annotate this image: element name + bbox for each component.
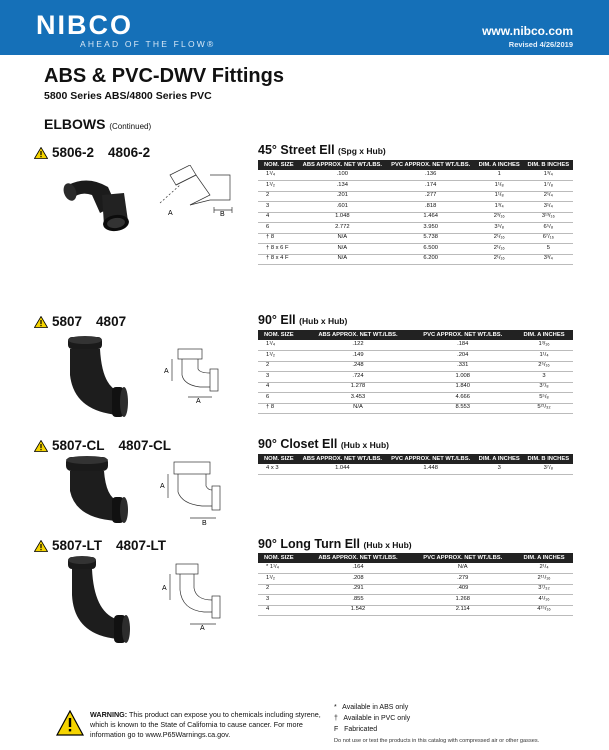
table-cell: * 1¹/₄ bbox=[258, 563, 306, 574]
table-cell: N/A bbox=[306, 403, 411, 414]
revised-date: Revised 4/26/2019 bbox=[508, 40, 573, 49]
table-cell: 6.500 bbox=[387, 244, 475, 255]
column-header: NOM. SIZE bbox=[258, 454, 298, 464]
table-cell: 3 bbox=[475, 464, 524, 475]
table-cell: 1.268 bbox=[410, 595, 515, 606]
warning-icon bbox=[34, 147, 48, 159]
column-header: DIM. B INCHES bbox=[524, 454, 573, 464]
table-cell: 1¹/₄ bbox=[258, 170, 298, 181]
column-header: PVC APPROX. NET WT./LBS. bbox=[410, 553, 515, 563]
45-street-ell-photo bbox=[58, 165, 138, 235]
table-cell: .277 bbox=[387, 191, 475, 202]
part-label-5807-cl: 5807-CL 4807-CL bbox=[34, 438, 171, 453]
table-row bbox=[258, 223, 573, 234]
table-cell: N/A bbox=[410, 563, 515, 574]
table-cell: 3¹³/₁₆ bbox=[524, 212, 573, 223]
table-row bbox=[258, 233, 573, 244]
part-label-5806: 5806-2 4806-2 bbox=[34, 145, 150, 160]
svg-text:A: A bbox=[168, 210, 173, 217]
table-cell: 4 bbox=[258, 605, 306, 616]
table-cell: 3³/₄ bbox=[524, 254, 573, 265]
table-cell: 2¹/₄ bbox=[515, 563, 573, 574]
table-cell: 1⁷/₈ bbox=[524, 181, 573, 192]
column-header: ABS APPROX. NET WT./LBS. bbox=[306, 330, 411, 340]
table-cell: 3 bbox=[258, 595, 306, 606]
table-cell: 1¹/₄ bbox=[515, 351, 573, 362]
warning-icon bbox=[56, 710, 84, 736]
table-cell: 1.044 bbox=[298, 464, 387, 475]
table-cell: 1¹/₈ bbox=[475, 191, 524, 202]
90-ell-photo bbox=[60, 335, 130, 420]
closet-ell-drawing bbox=[160, 458, 230, 528]
closet-ell-photo bbox=[60, 455, 130, 525]
table-cell: 2¹/₄ bbox=[524, 191, 573, 202]
table-row bbox=[258, 244, 573, 255]
table-cell: 2⁵/₁₆ bbox=[515, 361, 573, 372]
footnote: † Available in PVC only bbox=[334, 715, 411, 722]
table-cell: † 8 x 4 F bbox=[258, 254, 298, 265]
table-row bbox=[258, 595, 573, 606]
table-row bbox=[258, 181, 573, 192]
table-cell: .724 bbox=[306, 372, 411, 383]
warning-text: WARNING: This product can expose you to chemicals including styrene, which is known to the State of California to cause cancer. For more information go to www.P65Warnings.ca.gov. bbox=[90, 710, 321, 739]
fitting-title: 90° Long Turn Ell (Hub x Hub) bbox=[258, 537, 412, 551]
table-row bbox=[258, 574, 573, 585]
long-turn-ell-drawing bbox=[160, 560, 230, 630]
table-cell: 3¹/₄ bbox=[524, 202, 573, 213]
table-cell: 5²¹/₃₂ bbox=[515, 403, 573, 414]
column-header: NOM. SIZE bbox=[258, 160, 298, 170]
table-cell: 1¹/₂ bbox=[258, 574, 306, 585]
table-row bbox=[258, 403, 573, 414]
table-cell: 1.048 bbox=[298, 212, 387, 223]
table-cell: .100 bbox=[298, 170, 387, 181]
fitting-title: 90° Closet Ell (Hub x Hub) bbox=[258, 437, 389, 451]
nibco-logo: NIBCO bbox=[36, 10, 133, 40]
table-cell: .184 bbox=[410, 340, 515, 351]
table-cell: 3 bbox=[258, 202, 298, 213]
table-header-row bbox=[258, 330, 573, 340]
svg-text:A: A bbox=[200, 625, 205, 630]
spec-table-45-street-ell bbox=[258, 160, 573, 265]
table-row bbox=[258, 464, 573, 475]
svg-text:A: A bbox=[196, 398, 201, 405]
spec-table-90-ell bbox=[258, 330, 573, 414]
table-cell: .291 bbox=[306, 584, 411, 595]
table-cell: 1¹/₂ bbox=[258, 351, 306, 362]
table-cell: .855 bbox=[306, 595, 411, 606]
table-cell: † 8 bbox=[258, 403, 306, 414]
column-header: PVC APPROX. NET WT./LBS. bbox=[410, 330, 515, 340]
table-cell: .134 bbox=[298, 181, 387, 192]
table-cell: † 8 x 6 F bbox=[258, 244, 298, 255]
table-cell: 3⁷/₈ bbox=[524, 464, 573, 475]
table-row bbox=[258, 393, 573, 404]
table-cell: 6 bbox=[258, 393, 306, 404]
table-cell: .174 bbox=[387, 181, 475, 192]
table-cell: 3⁷/₈ bbox=[515, 382, 573, 393]
table-cell: 3.453 bbox=[306, 393, 411, 404]
table-cell: .136 bbox=[387, 170, 475, 181]
column-header: ABS APPROX. NET WT./LBS. bbox=[306, 553, 411, 563]
table-cell: .204 bbox=[410, 351, 515, 362]
table-cell: 5⁵/₈ bbox=[515, 393, 573, 404]
table-row bbox=[258, 254, 573, 265]
table-cell: 1¹/₂ bbox=[258, 181, 298, 192]
prop65-warning bbox=[56, 710, 326, 740]
table-row bbox=[258, 202, 573, 213]
table-cell: 2¹¹/₁₆ bbox=[515, 574, 573, 585]
section-title: ELBOWS (Continued) bbox=[44, 116, 152, 132]
column-header: ABS APPROX. NET WT./LBS. bbox=[298, 454, 387, 464]
table-cell: 1³/₁₆ bbox=[515, 340, 573, 351]
table-cell: 3 bbox=[515, 372, 573, 383]
table-row bbox=[258, 191, 573, 202]
table-cell: .208 bbox=[306, 574, 411, 585]
table-cell: 2.114 bbox=[410, 605, 515, 616]
table-cell: 4¹⁵/₁₆ bbox=[515, 605, 573, 616]
table-cell: 3 bbox=[258, 372, 306, 383]
table-cell: 5 bbox=[524, 244, 573, 255]
table-cell: .122 bbox=[306, 340, 411, 351]
90-ell-drawing bbox=[160, 345, 230, 405]
column-header: DIM. A INCHES bbox=[475, 454, 524, 464]
table-cell: 2¹/₁₆ bbox=[475, 254, 524, 265]
svg-text:A: A bbox=[162, 585, 167, 592]
table-cell: .818 bbox=[387, 202, 475, 213]
table-cell: 6⁵/₈ bbox=[524, 223, 573, 234]
table-row bbox=[258, 170, 573, 181]
part-label-5807: 5807 4807 bbox=[34, 314, 126, 329]
table-cell: 6⁷/₁₆ bbox=[524, 233, 573, 244]
table-cell: N/A bbox=[298, 254, 387, 265]
part-label-5807-lt: 5807-LT 4807-LT bbox=[34, 538, 166, 553]
website-link[interactable]: www.nibco.com bbox=[482, 24, 573, 38]
table-cell: 2 bbox=[258, 584, 306, 595]
table-cell: .409 bbox=[410, 584, 515, 595]
column-header: NOM. SIZE bbox=[258, 330, 306, 340]
tagline: AHEAD OF THE FLOW® bbox=[80, 39, 216, 49]
table-row bbox=[258, 361, 573, 372]
table-cell: .149 bbox=[306, 351, 411, 362]
table-cell: 1¹/₈ bbox=[475, 181, 524, 192]
column-header: DIM. A INCHES bbox=[475, 160, 524, 170]
column-header: ABS APPROX. NET WT./LBS. bbox=[298, 160, 387, 170]
svg-text:B: B bbox=[202, 520, 207, 527]
table-cell: 2³/₁₆ bbox=[475, 212, 524, 223]
table-row bbox=[258, 372, 573, 383]
table-cell: 3.950 bbox=[387, 223, 475, 234]
table-cell: .248 bbox=[306, 361, 411, 372]
table-cell: 4 x 3 bbox=[258, 464, 298, 475]
page-subtitle: 5800 Series ABS/4800 Series PVC bbox=[44, 90, 212, 102]
table-cell: 1.008 bbox=[410, 372, 515, 383]
table-cell: 2 bbox=[258, 361, 306, 372]
table-row bbox=[258, 212, 573, 223]
table-cell: N/A bbox=[298, 244, 387, 255]
table-cell: 1³/₄ bbox=[524, 170, 573, 181]
footnote: F Fabricated bbox=[334, 726, 378, 733]
table-row bbox=[258, 351, 573, 362]
svg-text:A: A bbox=[160, 483, 165, 490]
footnotes bbox=[334, 702, 410, 735]
column-header: PVC APPROX. NET WT./LBS. bbox=[387, 160, 475, 170]
table-cell: 4¹/₁₆ bbox=[515, 595, 573, 606]
warning-icon bbox=[34, 316, 48, 328]
fitting-title: 90° Ell (Hub x Hub) bbox=[258, 313, 348, 327]
spec-table-long-turn-ell bbox=[258, 553, 573, 616]
spec-table-closet-ell bbox=[258, 454, 573, 475]
page-header bbox=[0, 0, 609, 55]
table-cell: .331 bbox=[410, 361, 515, 372]
table-cell: 2.772 bbox=[298, 223, 387, 234]
column-header: DIM. A INCHES bbox=[515, 553, 573, 563]
footnote: * Available in ABS only bbox=[334, 704, 409, 711]
svg-text:A: A bbox=[164, 368, 169, 375]
table-row bbox=[258, 605, 573, 616]
table-cell: 4.666 bbox=[410, 393, 515, 404]
table-row bbox=[258, 584, 573, 595]
table-header-row bbox=[258, 553, 573, 563]
table-cell: 2¹/₁₆ bbox=[475, 244, 524, 255]
table-cell: 1³/₄ bbox=[475, 202, 524, 213]
table-cell: N/A bbox=[298, 233, 387, 244]
table-cell: 5.738 bbox=[387, 233, 475, 244]
table-row bbox=[258, 382, 573, 393]
table-cell: 1.448 bbox=[387, 464, 475, 475]
table-cell: .279 bbox=[410, 574, 515, 585]
table-cell: 1.278 bbox=[306, 382, 411, 393]
table-header-row bbox=[258, 160, 573, 170]
table-cell: 3⁷/₃₂ bbox=[515, 584, 573, 595]
warning-icon bbox=[34, 440, 48, 452]
table-cell: 2 bbox=[258, 191, 298, 202]
svg-text:B: B bbox=[220, 211, 225, 218]
fitting-title: 45° Street Ell (Spg x Hub) bbox=[258, 143, 386, 157]
column-header: PVC APPROX. NET WT./LBS. bbox=[387, 454, 475, 464]
column-header: DIM. B INCHES bbox=[524, 160, 573, 170]
table-cell: 2¹/₁₆ bbox=[475, 233, 524, 244]
table-cell: † 8 bbox=[258, 233, 298, 244]
long-turn-ell-photo bbox=[64, 555, 134, 645]
table-row bbox=[258, 563, 573, 574]
table-cell: 1.464 bbox=[387, 212, 475, 223]
warning-icon bbox=[34, 540, 48, 552]
table-cell: 1.840 bbox=[410, 382, 515, 393]
table-cell: .601 bbox=[298, 202, 387, 213]
column-header: NOM. SIZE bbox=[258, 553, 306, 563]
table-cell: 8.553 bbox=[410, 403, 515, 414]
disclaimer: Do not use or test the products in this catalog with compressed air or other gasses. bbox=[334, 738, 540, 744]
table-header-row bbox=[258, 454, 573, 464]
table-cell: 1 bbox=[475, 170, 524, 181]
table-cell: 4 bbox=[258, 212, 298, 223]
table-cell: 1¹/₄ bbox=[258, 340, 306, 351]
table-cell: 6.200 bbox=[387, 254, 475, 265]
table-cell: .201 bbox=[298, 191, 387, 202]
table-cell: 6 bbox=[258, 223, 298, 234]
45-street-ell-drawing bbox=[150, 165, 240, 235]
table-cell: .164 bbox=[306, 563, 411, 574]
column-header: DIM. A INCHES bbox=[515, 330, 573, 340]
table-cell: 4 bbox=[258, 382, 306, 393]
table-cell: 3⁵/₈ bbox=[475, 223, 524, 234]
page-title: ABS & PVC-DWV Fittings bbox=[44, 65, 284, 87]
table-cell: 1.542 bbox=[306, 605, 411, 616]
table-row bbox=[258, 340, 573, 351]
